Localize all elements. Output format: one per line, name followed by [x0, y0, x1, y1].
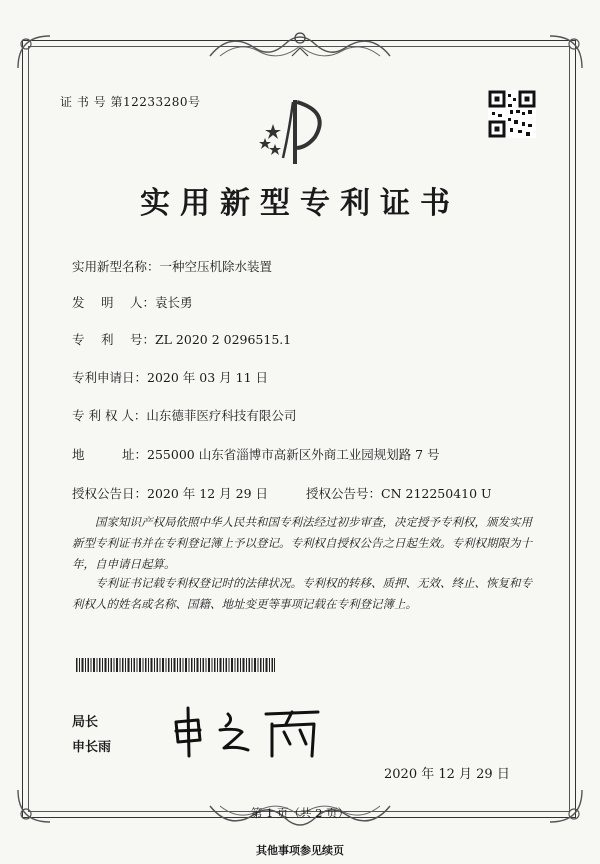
- field-value: 山东德菲医疗科技有限公司: [146, 408, 297, 423]
- field-value: 一种空压机除水装置: [159, 259, 273, 274]
- cnipa-emblem-icon: [255, 92, 335, 172]
- grant-date-row: [72, 484, 268, 502]
- qr-code-icon: [488, 90, 536, 138]
- field-label: 专利申请日：: [72, 370, 148, 385]
- grant-number-row: [306, 484, 492, 502]
- field-value: 2020 年 12 月 29 日: [147, 486, 269, 501]
- top-ornament-icon: [200, 26, 400, 66]
- page-number: 第 1 页（共 2 页）: [250, 806, 350, 820]
- inventor-row: [72, 293, 192, 311]
- certificate-number: 证 书 号 第12233280号: [60, 95, 201, 109]
- legal-status-paragraph: 专利证书记载专利权登记时的法律状况。专利权的转移、质押、无效、终止、恢复和专利权人的姓名或名称、国籍、地址变更等事项记载在专利登记簿上。: [72, 576, 532, 611]
- field-label: 授权公告日：: [72, 486, 148, 501]
- filing-date-row: [72, 368, 268, 386]
- address-row: [72, 445, 440, 463]
- field-label: 发 明 人：: [72, 295, 155, 310]
- field-label: 专 利 号：: [72, 332, 155, 347]
- certificate-title: 实用新型专利证书: [140, 186, 460, 221]
- field-value: 袁长勇: [154, 295, 193, 310]
- field-value: ZL 2020 2 0296515.1: [154, 332, 292, 347]
- patent-number-row: [72, 330, 291, 348]
- field-value: 255000 山东省淄博市高新区外商工业园规划路 7 号: [147, 447, 440, 462]
- grant-statement-paragraph: 国家知识产权局依照中华人民共和国专利法经过初步审查，决定授予专利权，颁发实用新型专利证书并在专利登记簿上予以登记。专利权自授权公告之日起生效。专利权期限为十年，自申请日起算。: [72, 515, 532, 571]
- continuation-note: 其他事项参见续页: [256, 844, 344, 857]
- field-label: 地 址：: [72, 447, 148, 462]
- barcode-icon: [76, 658, 276, 672]
- field-label: 专 利 权 人：: [72, 408, 147, 423]
- corner-ornament-icon: [14, 32, 54, 72]
- issue-date: 2020 年 12 月 29 日: [384, 767, 510, 782]
- field-label: 授权公告号：: [306, 486, 382, 501]
- handwritten-signature: [168, 700, 328, 760]
- field-label: 实用新型名称：: [72, 259, 160, 274]
- director-name: 申长雨: [72, 740, 112, 755]
- field-value: CN 212250410 U: [381, 486, 492, 501]
- patentee-row: [72, 406, 296, 424]
- corner-ornament-icon: [546, 32, 586, 72]
- utility-model-name-row: [72, 257, 272, 275]
- field-value: 2020 年 03 月 11 日: [147, 370, 269, 385]
- director-title: 局长: [72, 715, 99, 730]
